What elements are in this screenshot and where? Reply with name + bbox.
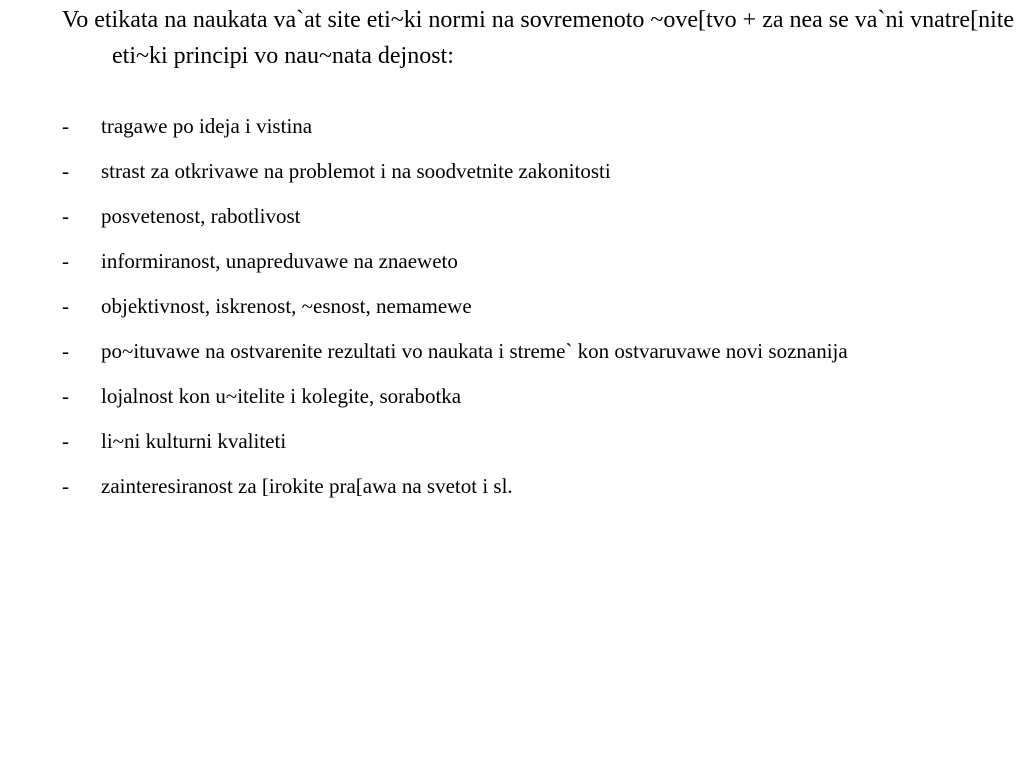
list-item [62,380,1002,412]
bullet-list [62,110,1002,515]
list-item [62,425,1002,457]
list-item [62,155,1002,187]
bullet-dash: - [62,384,69,408]
list-item [62,290,1002,322]
bullet-dash: - [62,114,69,138]
intro-paragraph: Vo etikata na naukata va`at site eti~ki normi na sovremenoto ~ove[tvo + za nea se va`ni vnatre[nite eti~ki principi vo nau~nata dejnost: [62,7,1015,69]
bullet-dash: - [62,429,69,453]
list-item [62,245,1002,277]
list-item-text: posvetenost, rabotlivost [101,204,301,228]
list-item-text: tragawe po ideja i vistina [101,114,313,138]
list-item-text: lojalnost kon u~itelite i kolegite, sorabotka [101,384,462,408]
list-item-text: li~ni kulturni kvaliteti [101,429,287,453]
list-item [62,200,1002,232]
list-item-text: strast za otkrivawe na problemot i na soodvetnite zakonitosti [101,159,611,183]
list-item-text: objektivnost, iskrenost, ~esnost, nemamewe [101,294,472,318]
bullet-dash: - [62,294,69,318]
bullet-dash: - [62,249,69,273]
list-item-text: po~ituvawe na ostvarenite rezultati vo naukata i streme` kon ostvaruvawe novi soznanija [101,339,848,363]
bullet-dash: - [62,159,69,183]
list-item [62,335,1002,367]
list-item-text: informiranost, unapreduvawe na znaeweto [101,249,458,273]
bullet-dash: - [62,474,69,498]
list-item [62,110,1002,142]
list-item [62,470,1002,502]
bullet-dash: - [62,339,69,363]
list-item-text: zainteresiranost za [irokite pra[awa na svetot i sl. [101,474,513,498]
bullet-dash: - [62,204,69,228]
